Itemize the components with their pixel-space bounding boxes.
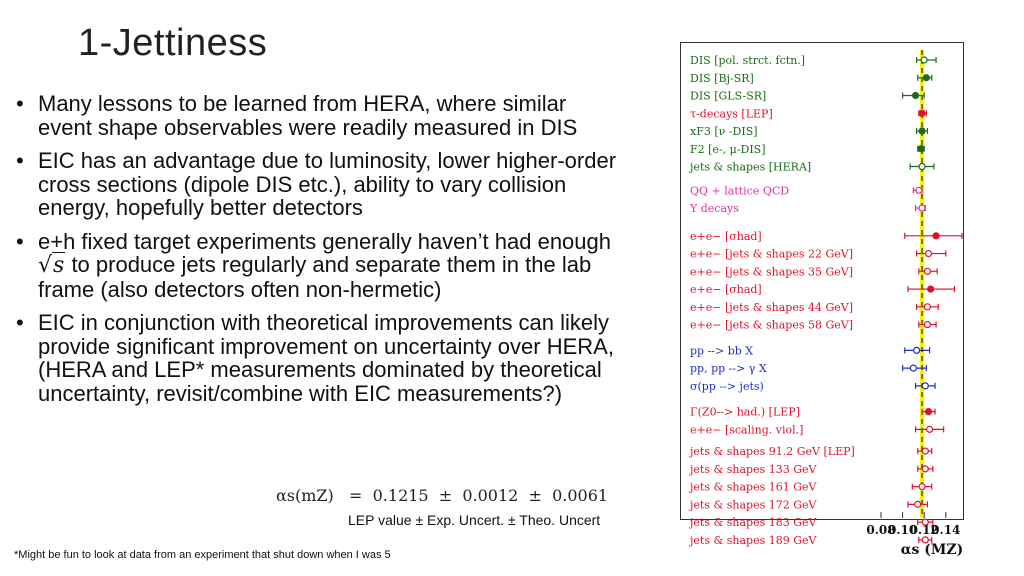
point-label: e+e− [scaling. viol.] [690,423,804,437]
x-tick-label: 0.14 [931,523,961,537]
data-point [924,304,930,310]
point-label: DIS [GLS-SR] [690,89,767,103]
point-label: e+e− [jets & shapes 35 GeV] [690,265,854,279]
point-label: pp, pp --> γ X [690,362,767,376]
point-label: jets & shapes [HERA] [690,160,812,174]
data-point [919,205,925,211]
data-point [910,365,916,371]
point-label: jets & shapes 189 GeV [690,533,817,547]
point-label: jets & shapes 91.2 GeV [LEP] [690,445,855,459]
bullet-item [16,230,626,302]
point-label: σ(pp --> jets) [690,379,764,393]
bullet-text: EIC has an advantage due to luminosity, lower higher-order cross sections (dipole DIS etc.), ability to vary collision energy, hopefully better detectors [38,148,617,220]
bullet-text: EIC in conjunction with theoretical improvements can likely provide significant improvement on uncertainty over HERA, (HERA and LEP* measurements dominated by theoretical uncertainty, revisit/combine with EIC measurements?) [38,310,614,406]
data-point [922,466,928,472]
point-label: e+e− [σhad] [690,229,762,243]
data-point [919,110,925,116]
data-point [933,233,939,239]
data-point [928,286,934,292]
bullet-dot: • [16,148,24,173]
point-label: F2 [e-, μ-DIS] [690,142,766,156]
data-point [915,501,921,507]
alpha-s-formula: αs(mZ) = 0.1215 ± 0.0012 ± 0.0061 [276,486,609,505]
x-axis-label: αs (MZ) [900,542,964,558]
radical-sign: √ [38,253,53,278]
point-label: jets & shapes 133 GeV [690,462,817,476]
data-point [919,484,925,490]
x-tick-label: 0.08 [866,523,896,537]
point-label: e+e− [jets & shapes 22 GeV] [690,247,854,261]
data-point [924,322,930,328]
point-label: xF3 [ν -DIS] [690,125,758,139]
point-label: Υ decays [690,202,739,216]
data-point [926,409,932,415]
data-point [916,187,922,193]
sqrt-variable: s [53,253,65,278]
bullet-text: Many lessons to be learned from HERA, where similar event shape observables were readily measured in DIS [38,91,578,140]
point-label: e+e− [jets & shapes 58 GeV] [690,318,854,332]
bullet-item [16,149,626,220]
bullet-text-pre: e+h fixed target experiments generally haven’t had enough [38,228,611,254]
point-label: jets & shapes 161 GeV [690,480,817,494]
data-point [923,75,929,81]
sqrt-s-symbol [38,252,65,278]
point-label: τ-decays [LEP] [690,107,773,121]
x-tick-label: 0.10 [887,523,918,537]
point-label: e+e− [σhad] [690,283,762,297]
data-point [919,164,925,170]
point-label: e+e− [jets & shapes 44 GeV] [690,300,854,314]
x-tick-label: 0.12 [909,523,939,537]
bullet-dot: • [16,91,24,116]
point-label: jets & shapes 172 GeV [690,498,817,512]
data-point [913,93,919,99]
point-label: DIS [Bj-SR] [690,71,754,85]
footnote: *Might be fun to look at data from an experiment that shut down when I was 5 [14,549,391,561]
data-point [918,146,924,152]
slide-title: 1-Jettiness [78,22,268,64]
point-label: Γ(Z0--> had.) [LEP] [690,405,800,419]
data-point [921,57,927,63]
point-label: DIS [pol. strct. fctn.] [690,54,806,67]
data-point [926,251,932,257]
data-point [914,347,920,353]
point-label: jets & shapes 183 GeV [690,516,817,530]
bullet-list [16,92,626,415]
data-point [922,448,928,454]
bullet-dot: • [16,310,24,335]
bullet-text-post: to produce jets regularly and separate them in the lab frame (also detectors often non-hermetic) [38,252,592,302]
data-point [922,383,928,389]
point-label: pp --> bb X [690,344,754,358]
bullet-item [16,311,626,405]
bullet-item [16,92,626,139]
bullet-dot: • [16,228,24,254]
data-point [924,268,930,274]
alpha-s-chart [676,40,966,560]
formula-caption: LEP value ± Exp. Uncert. ± Theo. Uncert [348,512,601,528]
point-label: QQ + lattice QCD [690,184,790,198]
data-point [919,128,925,134]
data-point [927,426,933,432]
